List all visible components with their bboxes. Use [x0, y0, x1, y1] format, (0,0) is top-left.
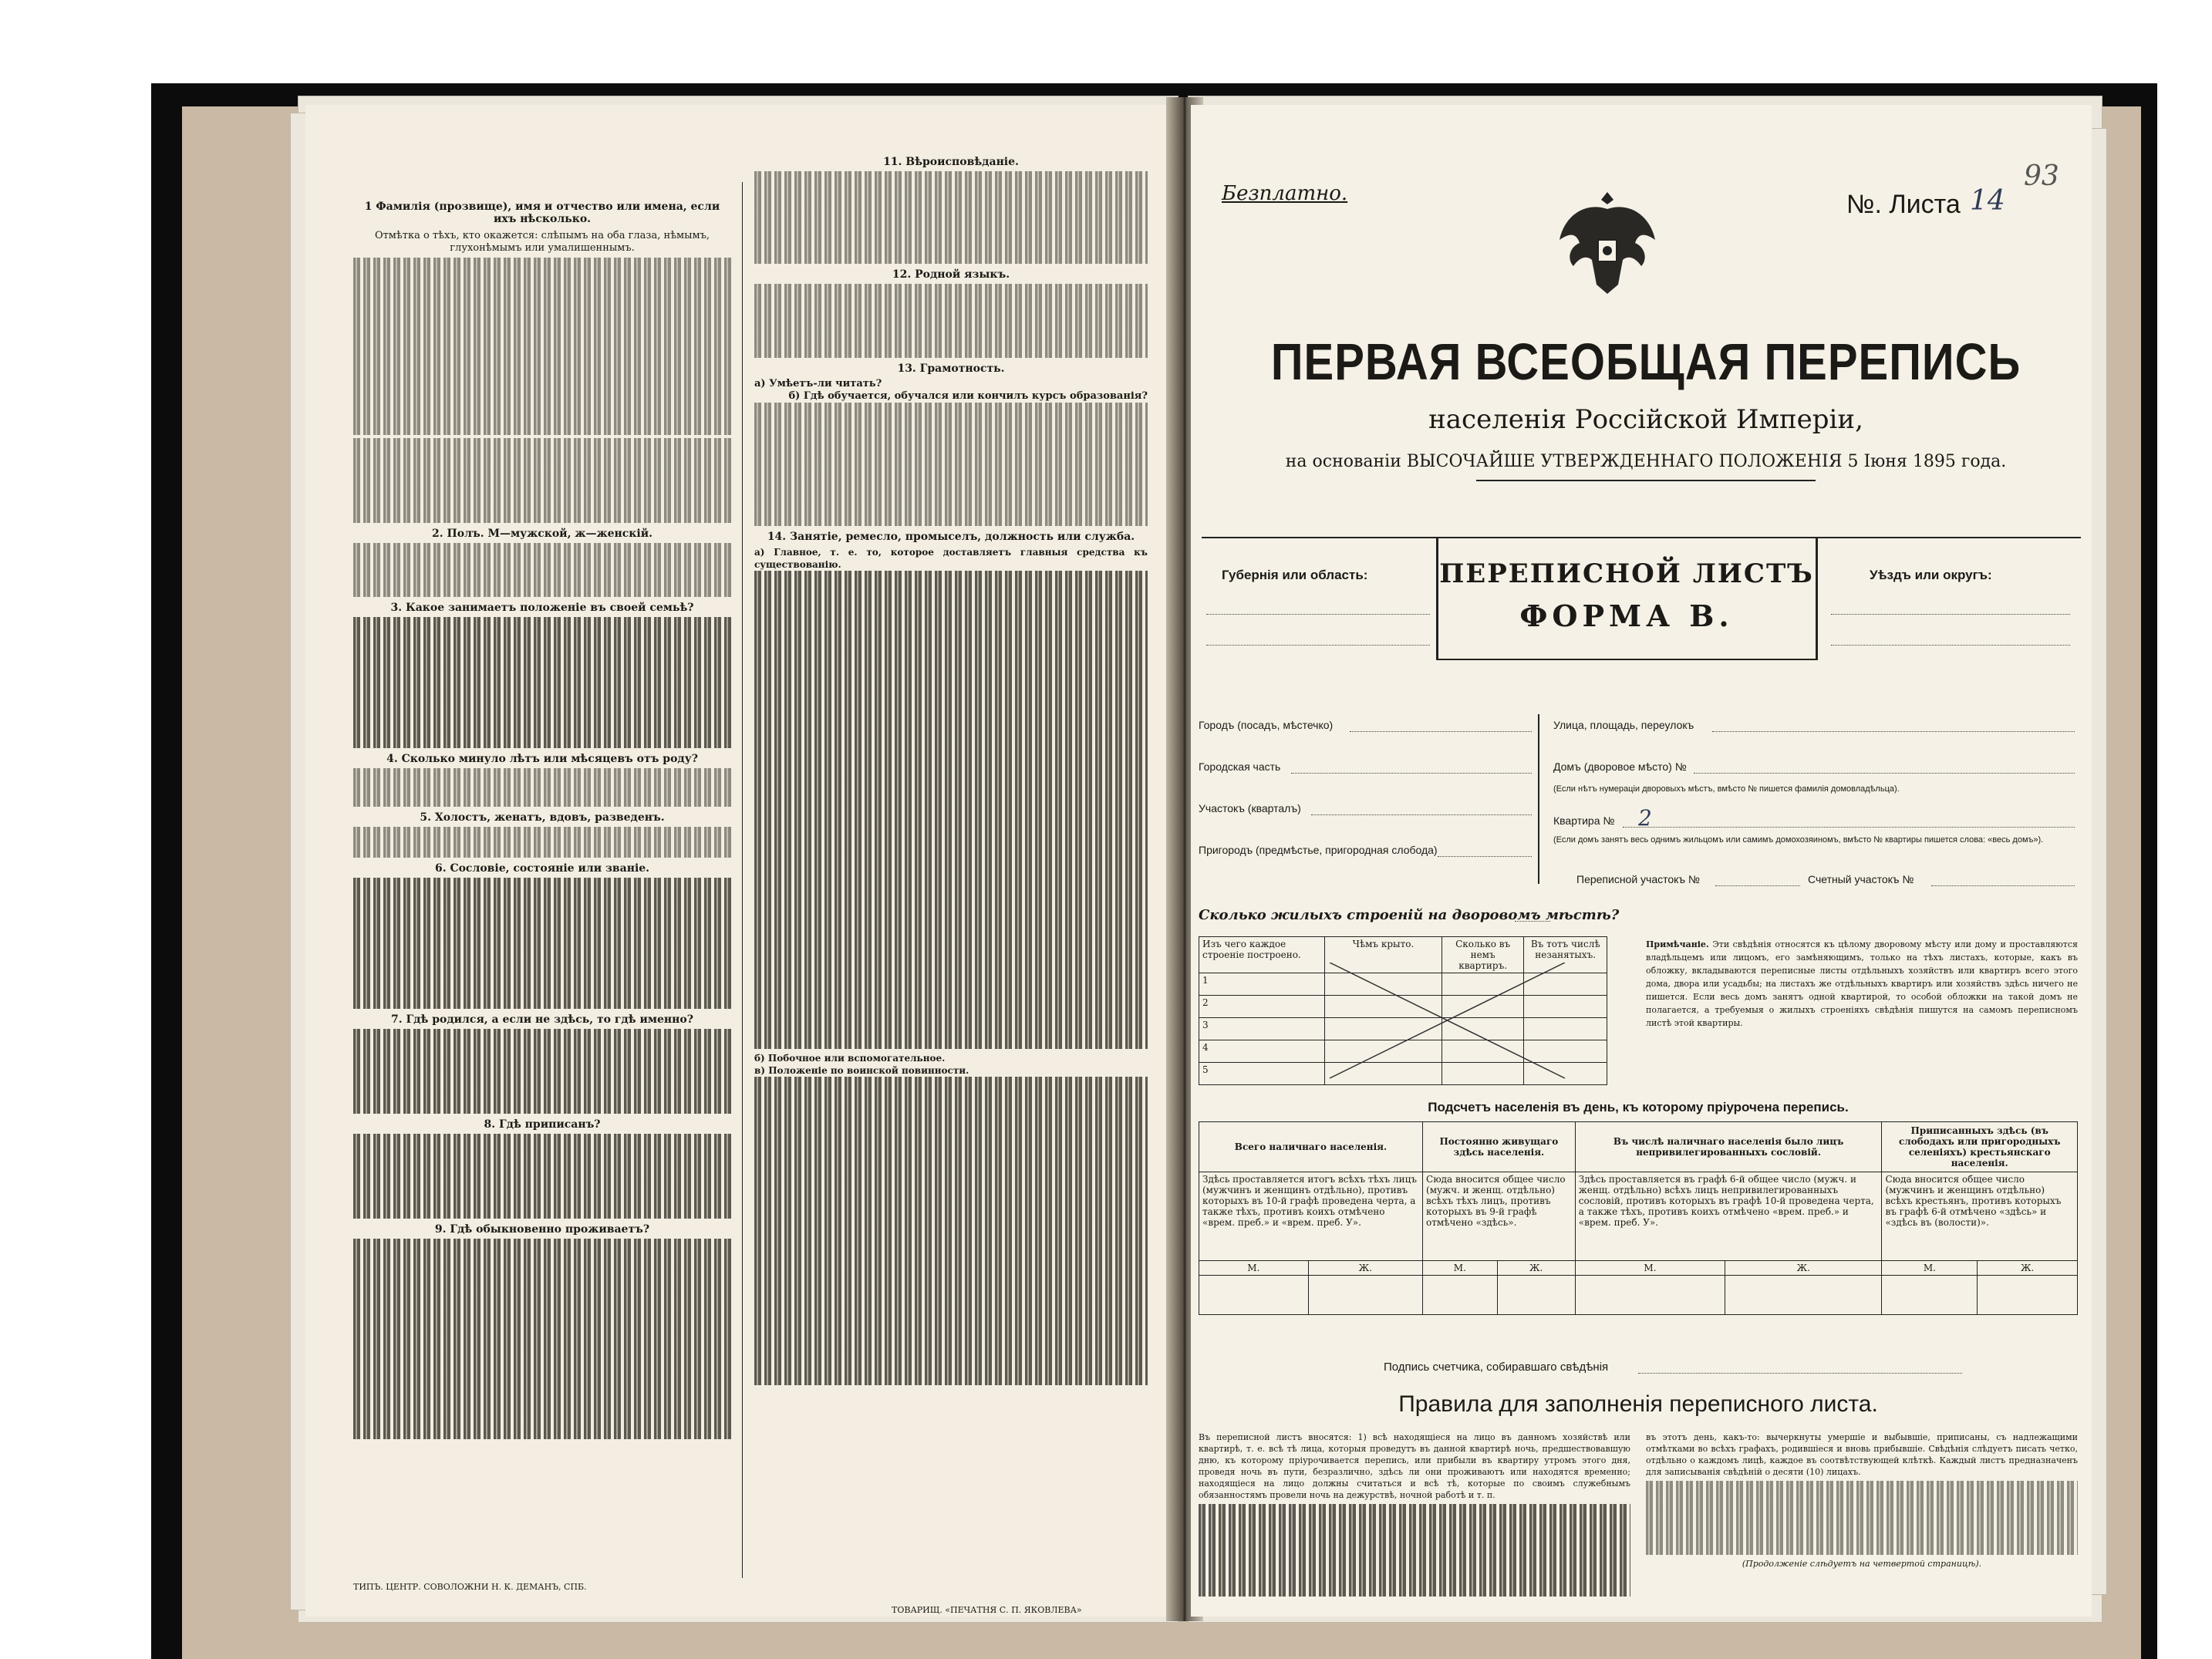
counting-district-label: Счетный участокъ № [1808, 873, 1914, 885]
ward-label: Участокъ (кварталъ) [1199, 802, 1301, 814]
form-title: ПЕРВАЯ ВСЕОБЩАЯ ПЕРЕПИСЬ [1270, 333, 2021, 391]
gubernia-label: Губернія или область: [1222, 568, 1368, 582]
bld-row-number: 3 [1199, 1018, 1325, 1040]
header-rule [1436, 659, 1818, 660]
rules-text: въ этотъ день, какъ-то: вычеркнуты умершіе и выбывшіе, приписаны, съ надлежащими отмѣтками во всѣхъ графахъ, родившіеся и вновь прибывшіе. Свѣдѣнія слѣдуетъ писать четко, отдѣльно о каждомъ лицѣ, каждое въ соотвѣтствующей клѣткѣ. Каждый листъ предназначенъ для записыванія свѣдѣній о десяти (10) лицахъ. [1646, 1432, 2078, 1477]
apartment-note: (Если домъ занятъ весь однимъ жильцомъ или самимъ домохозяиномъ, вмѣсто № квартиры пишется слова: «весь домъ»). [1553, 835, 2044, 845]
suburb-field[interactable] [1438, 856, 1532, 857]
dense-text-block [353, 258, 731, 435]
field-heading: 11. Вѣроисповѣданіе. [883, 156, 1019, 168]
street-field[interactable] [1712, 731, 2075, 732]
house-note: (Если нѣтъ нумераціи дворовыхъ мѣстъ, вмѣсто № пишется фамилія домовладѣльца). [1553, 784, 1900, 794]
uezd-field[interactable] [1831, 614, 2070, 615]
left-page [305, 105, 1174, 1617]
dense-text-block [1199, 1504, 1630, 1597]
gratis-label: Безплатно. [1222, 182, 1348, 205]
right-page-edge [2090, 128, 2107, 1595]
dense-text-block [353, 438, 731, 523]
gubernia-field[interactable] [1206, 645, 1430, 646]
dense-text-block [353, 768, 731, 807]
count-cell[interactable] [1978, 1276, 2078, 1315]
sub-heading: а) Главное, т. е. то, которое доставляетъ главныя средства къ существованію. [754, 547, 1148, 570]
counting-district-field[interactable] [1931, 885, 2075, 886]
dense-text-block [353, 1029, 731, 1114]
count-instruction: Сюда вносится общее число (мужчинъ и женщинъ отдѣльно) всѣхъ крестьянъ, противъ которыхъ въ графѣ 6-й отмѣчено «здѣсь» и «здѣсь въ (волости)». [1882, 1172, 2078, 1261]
note-title: Примѣчаніе. [1646, 939, 1709, 949]
count-header: Постоянно живущаго здѣсь населенія. [1423, 1122, 1576, 1172]
female-label: Ж. [1308, 1261, 1422, 1276]
buildings-question: Сколько жилыхъ строеній на дворовомъ мѣстѣ? [1199, 907, 1620, 923]
form-name: ПЕРЕПИСНОЙ ЛИСТЪ [1439, 558, 1814, 589]
sub-heading: б) Гдѣ обучается, обучался или кончилъ курсъ образованія? [788, 390, 1148, 402]
dense-text-block [754, 284, 1148, 358]
count-cell[interactable] [1497, 1276, 1575, 1315]
dense-text-block [754, 571, 1148, 1049]
pencil-page-number: 93 [2024, 160, 2059, 192]
header-rule [1202, 537, 2081, 538]
dense-text-block [1646, 1481, 2078, 1555]
sub-heading: б) Побочное или вспомогательное. [754, 1053, 946, 1064]
address-divider [1538, 714, 1539, 884]
header-divider [1816, 537, 1818, 660]
field-heading: 12. Родной языкъ. [892, 268, 1010, 281]
count-cell[interactable] [1199, 1276, 1309, 1315]
male-label: М. [1882, 1261, 1978, 1276]
census-ledger [231, 82, 2106, 1621]
count-header: Всего наличнаго населенія. [1199, 1122, 1423, 1172]
rules-right-column [1646, 1431, 2078, 1570]
note-text: Эти свѣдѣнія относятся къ цѣлому дворовому мѣсту или дому и проставляются владѣльцемъ или лицомъ, его замѣняющимъ, только на тѣхъ листахъ, которые, какъ въ обложку, вкладываются переписные листы отдѣльныхъ хозяйствъ или квартиръ всего этого дома, двора или усадьбы; на листахъ же отдѣльныхъ квартиръ или хозяйствъ здѣсь ничего не пишется. Если весь домъ занятъ одной квартирой, то особой обложки на такой домъ не полагается, а требуемыя о жилыхъ строеніяхъ свѣдѣнія пишутся на самомъ переписномъ листѣ этой квартиры. [1646, 939, 2078, 1028]
bld-row-number: 2 [1199, 996, 1325, 1018]
count-header: Въ числѣ наличнаго населенія было лицъ непривилегированныхъ сословій. [1575, 1122, 1882, 1172]
suburb-label: Пригородъ (предмѣстье, пригородная слобода) [1199, 844, 1438, 856]
printer-imprint: ТИПЪ. ЦЕНТР. СОВОЛОЖНИ Н. К. ДЕМАНЪ, СПБ. [353, 1582, 587, 1592]
sub-heading: а) Умѣетъ-ли читать? [754, 378, 882, 389]
house-field[interactable] [1694, 773, 2075, 774]
dense-text-block [754, 171, 1148, 264]
rules-left-column [1199, 1431, 1630, 1600]
field-heading: Отмѣтка о тѣхъ, кто окажется: слѣпымъ на оба глаза, нѣмымъ, глухонѣмымъ или умалишеннымъ. [374, 230, 710, 254]
uezd-field[interactable] [1831, 645, 2070, 646]
column-divider [742, 182, 743, 1578]
signature-field[interactable] [1638, 1373, 1962, 1374]
rules-text: Въ переписной листъ вносятся: 1) всѣ находящіеся на лицо въ данномъ хозяйствѣ или квартирѣ, т. е. всѣ тѣ лица, которыя проведутъ въ данной квартирѣ ночь, предшествовавшую дню, къ которому пріурочивается перепись, или прибыли въ квартиру утромъ этого дня, проведя ночь въ пути, безразлично, здѣсь ли они проживаютъ или находятся временно; находящіеся на лицо должны считаться и всѣ тѣ, которые по своимъ служебнымъ обязанностямъ провели ночь на дежурствѣ, ночной работѣ и т. п. [1199, 1432, 1630, 1500]
instructions-column-2 [754, 151, 1148, 1388]
rules-continuation: (Продолженіе слѣдуетъ на четвертой страницѣ). [1742, 1559, 1982, 1569]
apartment-label: Квартира № [1553, 814, 1615, 827]
count-cell[interactable] [1725, 1276, 1882, 1315]
field-heading: 1 Фамилія (прозвище), имя и отчество или имена, если ихъ нѣсколько. [364, 201, 720, 225]
male-label: М. [1575, 1261, 1725, 1276]
form-subtitle: населенія Россійской Имперіи, [1428, 404, 1863, 435]
apartment-value: 2 [1638, 805, 1652, 831]
field-heading: 4. Сколько минуло лѣтъ или мѣсяцевъ отъ роду? [386, 753, 698, 765]
sub-heading: в) Положеніе по воинской повинности. [754, 1065, 969, 1076]
bld-row-number: 4 [1199, 1040, 1325, 1063]
ward-field[interactable] [1311, 814, 1532, 815]
instructions-column-1 [353, 196, 731, 1442]
field-heading: 5. Холостъ, женатъ, вдовъ, разведенъ. [420, 811, 665, 824]
count-header: Приписанныхъ здѣсь (въ слободахъ или пригородныхъ селеніяхъ) крестьянскаго населенія. [1882, 1122, 2078, 1172]
population-count-table [1199, 1121, 2078, 1315]
field-heading: 2. Полъ. М—мужской, ж—женскій. [432, 528, 652, 540]
imperial-eagle-icon [1553, 186, 1661, 302]
female-label: Ж. [1497, 1261, 1575, 1276]
dense-text-block [353, 617, 731, 748]
dense-text-block [353, 1239, 731, 1439]
district-field[interactable] [1291, 773, 1532, 774]
house-label: Домъ (дворовое мѣсто) № [1553, 760, 1687, 773]
field-heading: 9. Гдѣ обыкновенно проживаетъ? [434, 1223, 650, 1236]
field-heading: 6. Сословіе, состояніе или званіе. [434, 862, 650, 875]
dense-text-block [754, 403, 1148, 526]
bld-header: Чѣмъ крыто. [1325, 937, 1442, 973]
bld-header: Въ тотъ числѣ незанятыхъ. [1524, 937, 1607, 973]
right-page-census-form [1191, 105, 2092, 1617]
count-instruction: Здѣсь проставляется итогъ всѣхъ тѣхъ лицъ (мужчинъ и женщинъ отдѣльно), противъ которыхъ въ 10-й графѣ проведена черта, а также тѣхъ, противъ коихъ отмѣчено «врем. преб.» и «врем. преб. У». [1199, 1172, 1423, 1261]
female-label: Ж. [1978, 1261, 2078, 1276]
apartment-field[interactable] [1623, 827, 2075, 828]
sheet-number-value: 14 [1970, 185, 2005, 217]
buildings-note [1646, 938, 2078, 1030]
district-label: Городская часть [1199, 760, 1281, 773]
dense-text-block [353, 827, 731, 858]
count-cell[interactable] [1423, 1276, 1498, 1315]
census-district-field[interactable] [1715, 885, 1800, 886]
signature-label: Подпись счетчика, собиравшаго свѣдѣнія [1384, 1361, 1609, 1374]
census-district-label: Переписной участокъ № [1576, 873, 1700, 885]
count-title: Подсчетъ населенія въ день, къ которому пріурочена перепись. [1428, 1100, 1849, 1114]
town-label: Городъ (посадъ, мѣстечко) [1199, 719, 1334, 731]
title-rule [1476, 480, 1816, 481]
count-cell[interactable] [1308, 1276, 1422, 1315]
male-label: М. [1199, 1261, 1309, 1276]
dense-text-block [353, 1134, 731, 1219]
sheet-number-label: №. Листа [1846, 190, 1961, 219]
male-label: М. [1423, 1261, 1498, 1276]
field-heading: 7. Гдѣ родился, а если не здѣсь, то гдѣ именно? [391, 1013, 693, 1026]
field-heading: 3. Какое занимаетъ положеніе въ своей семьѣ? [390, 602, 694, 614]
count-cell[interactable] [1575, 1276, 1725, 1315]
strike-through-marks [1199, 963, 1610, 1080]
bld-row-number: 5 [1199, 1063, 1325, 1085]
field-heading: 8. Гдѣ приписанъ? [484, 1118, 601, 1131]
count-cell[interactable] [1882, 1276, 1978, 1315]
form-letter: ФОРМА В. [1519, 599, 1734, 633]
field-heading: 13. Грамотность. [897, 362, 1005, 375]
town-field[interactable] [1350, 731, 1532, 732]
female-label: Ж. [1725, 1261, 1882, 1276]
dense-text-block [754, 1077, 1148, 1385]
rules-title: Правила для заполненія переписного листа. [1398, 1391, 1878, 1417]
dense-text-block [353, 543, 731, 597]
bld-header: Сколько въ немъ квартиръ. [1442, 937, 1524, 973]
buildings-count-field[interactable] [1515, 921, 1550, 922]
dense-text-block [353, 878, 731, 1009]
count-instruction: Здѣсь проставляется въ графѣ 6-й общее число (мужч. и женщ. отдѣльно) всѣхъ лицъ непривилегированныхъ сословій, противъ которыхъ въ графѣ 10-й проведена черта, а также тѣхъ, противъ коихъ отмѣчено «врем. преб.» и «врем. преб. У». [1575, 1172, 1882, 1261]
legal-basis: на основаніи ВЫСОЧАЙШЕ УТВЕРЖДЕННАГО ПОЛОЖЕНІЯ 5 Іюня 1895 года. [1285, 452, 2007, 471]
street-label: Улица, площадь, переулокъ [1553, 719, 1694, 731]
left-page-edge [290, 113, 307, 1610]
uezd-label: Уѣздъ или округъ: [1870, 568, 1992, 582]
field-heading: 14. Занятіе, ремесло, промыселъ, должность или служба. [767, 531, 1135, 543]
bld-row-number: 1 [1199, 973, 1325, 996]
bld-header: Изъ чего каждое строеніе построено. [1199, 937, 1325, 973]
gubernia-field[interactable] [1206, 614, 1430, 615]
printer-imprint: ТОВАРИЩ. «ПЕЧАТНЯ С. П. ЯКОВЛЕВА» [892, 1605, 1082, 1615]
count-instruction: Сюда вносится общее число (мужч. и женщ. отдѣльно) всѣхъ тѣхъ лицъ, противъ которыхъ въ 9-й графѣ отмѣчено «здѣсь». [1423, 1172, 1576, 1261]
